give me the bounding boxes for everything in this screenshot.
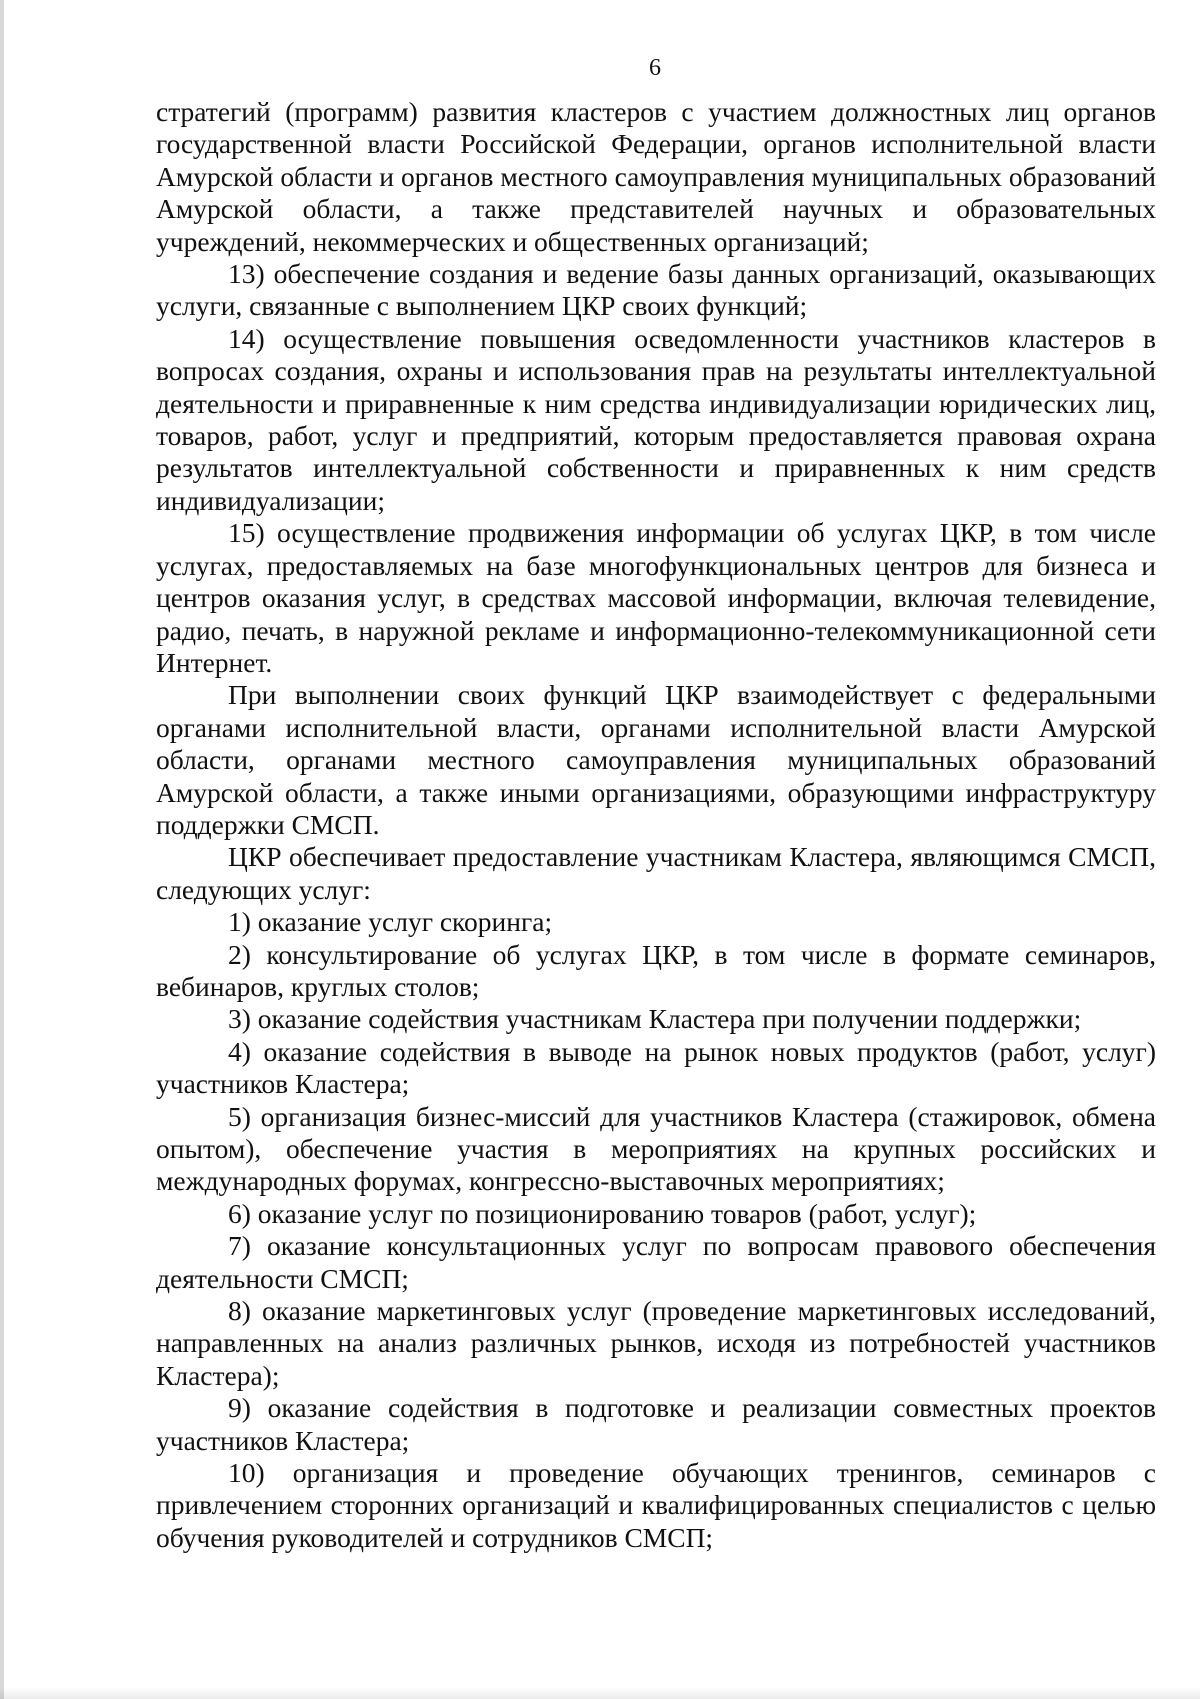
paragraph-item-14: 14) осуществление повышения осведомленности участников кластеров в вопросах создания, охраны и использования прав на результаты интеллектуальной деятельности и приравненные к ним средства индивидуализации юридических лиц, товаров, работ, услуг и предприятий, которым предоставляется правовая охрана результатов интеллектуальной собственности и приравненных к ним средств индивидуализации; [156,322,1156,516]
page-number: 6 [649,55,661,81]
scan-edge-bottom [0,1687,1200,1699]
scan-edge-left [0,0,4,1699]
paragraph-services-intro: ЦКР обеспечивает предоставление участникам Кластера, являющимся СМСП, следующих услуг: [156,841,1156,905]
service-item-5: 5) организация бизнес-миссий для участников Кластера (стажировок, обмена опытом), обеспечение участия в мероприятиях на крупных российских и международных форумах, конгрессно-выставочных мероприятиях; [156,1100,1156,1197]
service-item-8: 8) оказание маркетинговых услуг (проведение маркетинговых исследований, направленных на анализ различных рынков, исходя из потребностей участников Кластера); [156,1295,1156,1391]
service-item-1: 1) оказание услуг скоринга; [228,906,553,938]
paragraph-strategies-continuation: стратегий (программ) развития кластеров с участием должностных лиц органов государственной власти Российской Федерации, органов исполнительной власти Амурской области и органов местного самоуправления муниципальных образований Амурской области, а также представителей научных и образовательных учреждений, некоммерческих и общественных организаций; [156,96,1156,257]
paragraph-item-13: 13) обеспечение создания и ведение базы данных организаций, оказывающих услуги, связанные с выполнением ЦКР своих функций; [156,258,1156,322]
service-item-4: 4) оказание содействия в выводе на рынок новых продуктов (работ, услуг) участников Кластера; [156,1035,1156,1100]
service-item-7: 7) оказание консультационных услуг по вопросам правового обеспечения деятельности СМСП; [156,1230,1156,1294]
service-item-9: 9) оказание содействия в подготовке и реализации совместных проектов участников Кластера; [156,1392,1156,1456]
service-item-6: 6) оказание услуг по позиционированию товаров (работ, услуг); [228,1197,977,1229]
body-text [156,96,1156,1554]
service-item-2: 2) консультирование об услугах ЦКР, в том числе в формате семинаров, вебинаров, круглых столов; [156,938,1156,1002]
service-item-3: 3) оказание содействия участникам Кластера при получении поддержки; [228,1003,1082,1035]
paragraph-interaction: При выполнении своих функций ЦКР взаимодействует с федеральными органами исполнительной власти, органами исполнительной власти Амурской области, органами местного самоуправления муниципальных образований Амурской области, а также иными организациями, образующими инфраструктуру поддержки СМСП. [156,679,1156,840]
service-item-10: 10) организация и проведение обучающих тренингов, семинаров с привлечением сторонних организаций и квалифицированных специалистов с целью обучения руководителей и сотрудников СМСП; [156,1457,1156,1553]
paragraph-item-15: 15) осуществление продвижения информации об услугах ЦКР, в том числе услугах, предоставляемых на базе многофункциональных центров для бизнеса и центров оказания услуг, в средствах массовой информации, включая телевидение, радио, печать, в наружной рекламе и информационно-телекоммуникационной сети Интернет. [156,517,1156,678]
